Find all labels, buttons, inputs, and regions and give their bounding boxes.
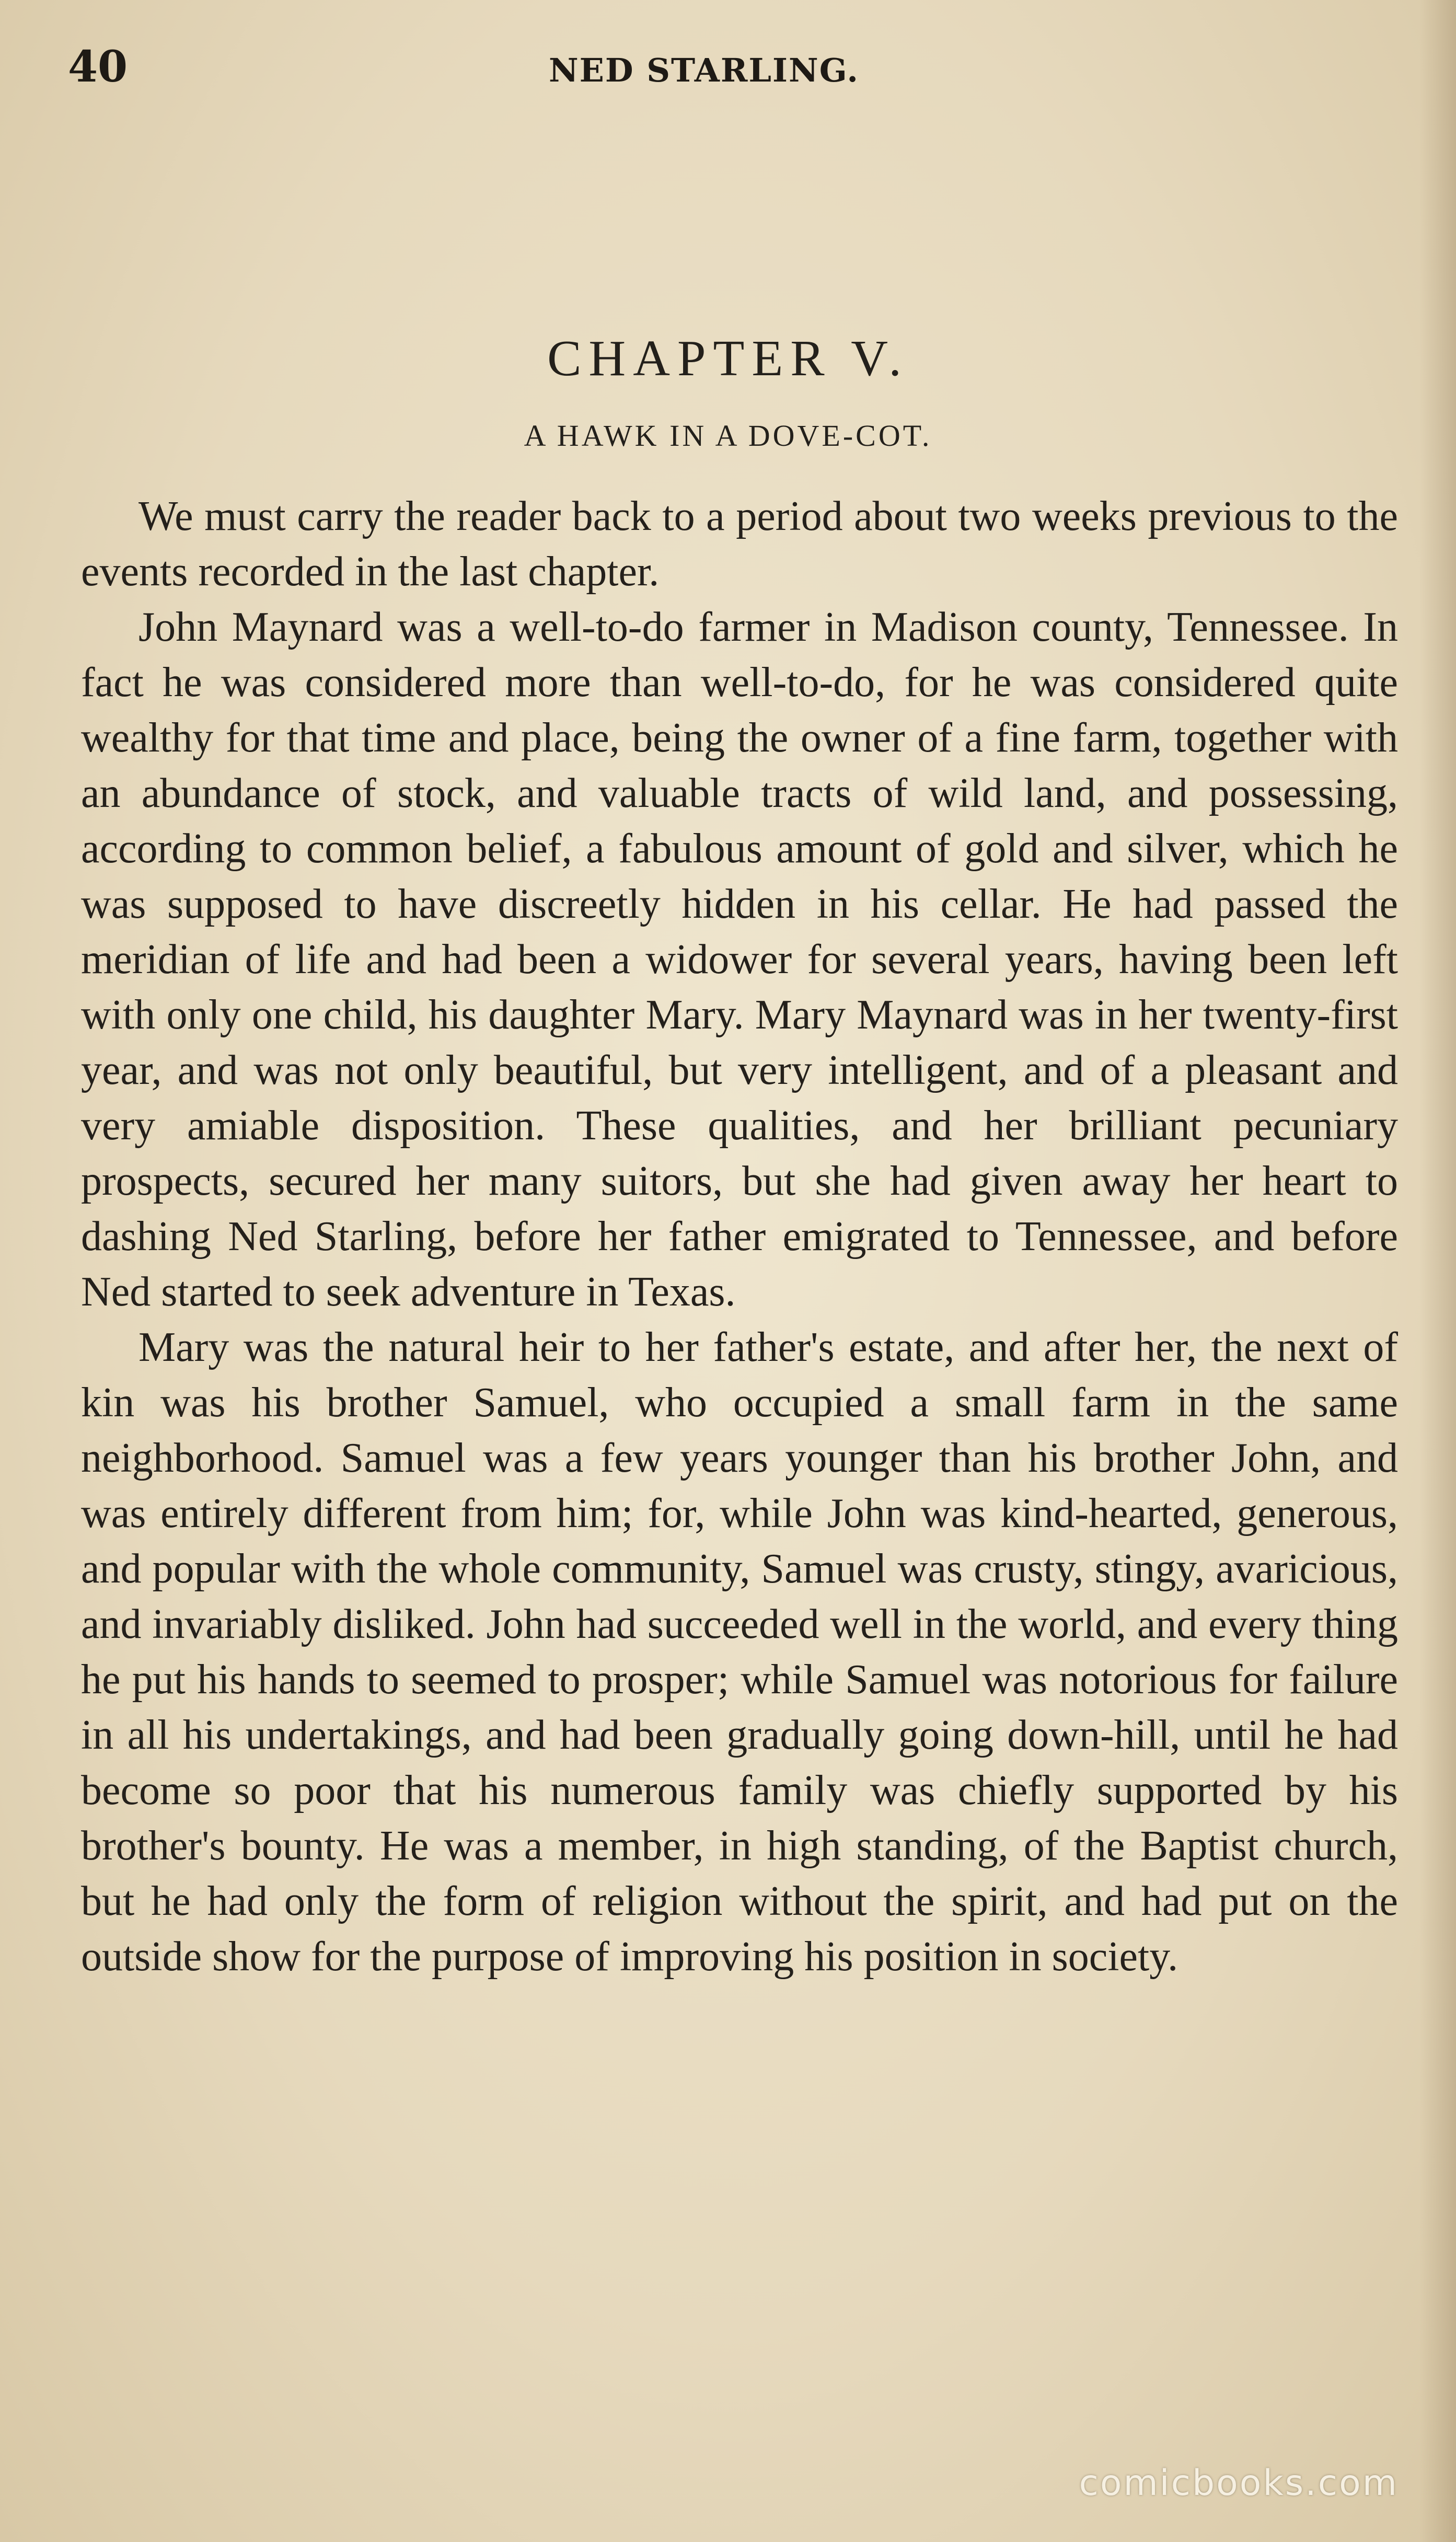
chapter-subtitle: A HAWK IN A DOVE-COT. bbox=[524, 419, 932, 453]
running-header bbox=[68, 42, 1406, 99]
watermark-text: comicbooks.com bbox=[1079, 2463, 1399, 2504]
body-text bbox=[81, 489, 1398, 1984]
paragraph-3: Mary was the natural heir to her father's estate, and after her, the next of kin was his brother Samuel, who occupied a small farm in the same neighborhood. Samuel was a few years younger than his brother John, and was entirely different from him; for, while John was kind-hearted, generous, and popular with the whole community, Samuel was crusty, stingy, avaricious, and invariably disliked. John had succeeded well in the world, and every thing he put his hands to seemed to prosper; while Samuel was notorious for failure in all his undertakings, and had been gradually going down-hill, until he had become so poor that his numerous family was chiefly supported by his brother's bounty. He was a member, in high standing, of the Baptist church, but he had only the form of religion without the spirit, and had put on the outside show for the purpose of improving his position in society. bbox=[81, 1324, 1398, 1980]
page-number: 40 bbox=[68, 42, 128, 92]
paragraph-2: John Maynard was a well-to-do farmer in Madison county, Tennessee. In fact he was considered more than well-to-do, for he was considered quite wealthy for that time and place, being the owner of a fine farm, together with an abundance of stock, and valuable tracts of wild land, and possessing, according to common belief, a fabulous amount of gold and silver, which he was supposed to have discreetly hidden in his cellar. He had passed the meridian of life and had been a widower for several years, having been left with only one child, his daughter Mary. Mary Maynard was in her twenty-first year, and was not only beautiful, but very intelligent, and of a pleasant and very amiable disposition. These qualities, and her brilliant pecuniary prospects, secured her many suitors, but she had given away her heart to dashing Ned Starling, before her father emigrated to Tennessee, and before Ned started to seek adventure in Texas. bbox=[81, 604, 1398, 1315]
chapter-title: CHAPTER V. bbox=[547, 330, 909, 387]
running-title: NED STARLING. bbox=[549, 51, 860, 89]
paragraph-1: We must carry the reader back to a period about two weeks previous to the events recorded in the last chapter. bbox=[81, 493, 1398, 595]
